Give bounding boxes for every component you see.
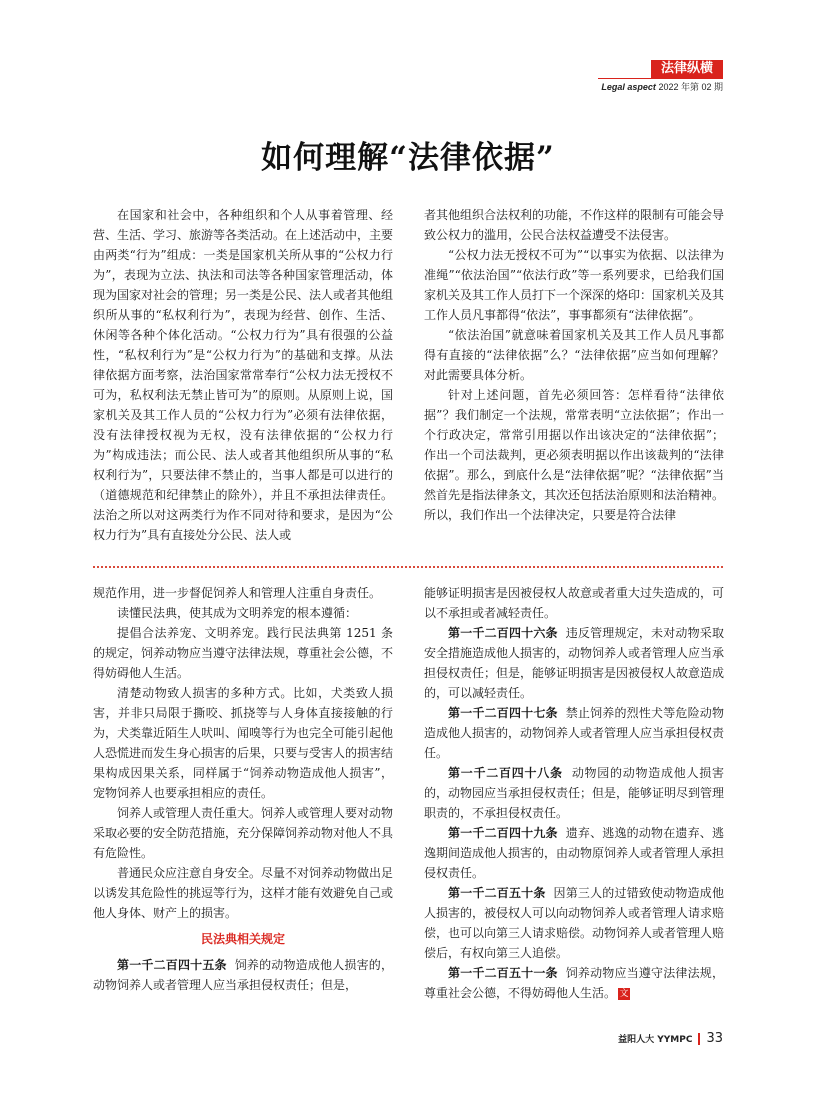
article-text: 禁止饲养的烈性犬等危险动物造成他人损害的，动物饲养人或者管理人应当承担侵权责任。	[424, 706, 725, 760]
lower-left-column	[93, 583, 393, 995]
paragraph: 在国家和社会中，各种组织和个人从事着管理、经营、生活、学习、旅游等各类活动。在上述活动中，主要由两类“行为”组成：一类是国家机关所从事的“公权力行为”，表现为立法、执法和司法等各种国家管理活动，体现为国家对社会的管理；另一类是公民、法人或者其他组织所从事的“私权利行为”，表现为经营、创作、生活、休闲等各种个体化活动。“公权力行为”具有很强的公益性，“私权利行为”是“公权力行为”的基础和支撑。从法律依据方面考察，法治国家常常奉行“公权力法无授权不可为，私权利法无禁止皆可为”的原则。从原则上说，国家机关及其工作人员的“公权力行为”必须有法律依据，没有法律授权视为无权，没有法律依据的“公权力行为”构成违法；而公民、法人或者其他组织所从事的“私权利行为”，只要法律不禁止的，当事人都是可以进行的（道德规范和纪律禁止的除外），并且不承担法律责任。法治之所以对这两类行为作不同对待和要求，是因为“公权力行为”具有直接处分公民、法人或	[93, 208, 394, 542]
page-number: 33	[706, 1031, 723, 1046]
article-title: 如何理解“法律依据”	[261, 140, 555, 176]
paragraph: 读懂民法典，使其成为文明养宠的根本遵循：	[117, 606, 358, 620]
article-label: 第一千二百四十九条	[448, 826, 558, 840]
upper-right-column	[424, 205, 724, 525]
article-paragraph	[424, 703, 724, 763]
paragraph: 规范作用，进一步督促饲养人和管理人注重自身责任。	[93, 586, 382, 600]
section-heading: 民法典相关规定	[200, 932, 285, 946]
issue-number: 2022 年第 02 期	[658, 82, 723, 92]
article-paragraph	[93, 955, 393, 995]
article-label: 第一千二百四十八条	[448, 766, 563, 780]
article-text: 饲养的动物造成他人损害的，动物饲养人或者管理人应当承担侵权责任；但是，	[93, 958, 393, 992]
page-footer	[560, 1031, 723, 1046]
article-paragraph	[424, 623, 724, 703]
lower-right-column	[424, 583, 724, 1003]
paragraph: 者其他组织合法权利的功能，不作这样的限制有可能会导致公权力的滥用，公民合法权益遭受不法侵害。	[424, 208, 725, 242]
paragraph: 能够证明损害是因被侵权人故意或者重大过失造成的，可以不承担或者减轻责任。	[424, 586, 725, 620]
article-paragraph	[424, 963, 724, 1003]
article-label: 第一千二百四十六条	[448, 626, 558, 640]
article-text: 遗弃、逃逸的动物在遗弃、逃逸期间造成他人损害的，由动物原饲养人或者管理人承担侵权责任。	[424, 826, 725, 880]
publication-name: 益阳人大 YYMPC	[618, 1035, 693, 1045]
article-text: 因第三人的过错致使动物造成他人损害的，被侵权人可以向动物饲养人或者管理人请求赔偿，也可以向第三人请求赔偿。动物饲养人或者管理人赔偿后，有权向第三人追偿。	[424, 886, 725, 960]
article-paragraph	[424, 883, 724, 963]
article-paragraph	[424, 763, 724, 823]
footer-bar	[698, 1033, 700, 1045]
article-text: 违反管理规定，未对动物采取安全措施造成他人损害的，动物饲养人或者管理人应当承担侵权责任；但是，能够证明损害是因被侵权人故意造成的，可以减轻责任。	[424, 626, 725, 700]
upper-left-column	[93, 205, 393, 545]
article-text: 饲养动物应当遵守法律法规，尊重社会公德，不得妨碍他人生活。	[424, 966, 724, 1000]
paragraph: 针对上述问题，首先必须回答：怎样看待“法律依据”？我们制定一个法规，常常表明“立法依据”；作出一个行政决定，常常引用据以作出该决定的“法律依据”；作出一个司法裁判，更必须表明据以作出该裁判的“法律依据”。那么，到底什么是“法律依据”呢？“法律依据”当然首先是指法律条文，其次还包括法治原则和法治精神。所以，我们作出一个法律决定，只要是符合法律	[424, 388, 725, 522]
paragraph: “公权力法无授权不可为”“以事实为依据、以法律为准绳”“依法治国”“依法行政”等一系列要求，已给我们国家机关及其工作人员打下一个深深的烙印：国家机关及其工作人员凡事都得“依法”，事事都须有“法律依据”。	[424, 248, 725, 322]
english-section: Legal aspect	[601, 82, 656, 92]
end-mark-icon: 文	[619, 988, 629, 999]
paragraph: 普通民众应注意自身安全。尽量不对饲养动物做出足以诱发其危险性的挑逗等行为，这样才能有效避免自己或他人身体、财产上的损害。	[93, 866, 394, 920]
article-label: 第一千二百五十条	[448, 886, 546, 900]
section-divider	[93, 566, 723, 568]
section-badge: 法律纵横	[651, 60, 723, 78]
article-label: 第一千二百四十七条	[448, 706, 558, 720]
paragraph: 清楚动物致人损害的多种方式。比如，犬类致人损害，并非只局限于撕咬、抓挠等与人身体直接接触的行为，犬类靠近陌生人吠叫、闻嗅等行为也完全可能引起他人恐慌进而发生身心损害的后果，只要与受害人的损害结果构成因果关系，同样属于“饲养动物造成他人损害”，宠物饲养人也要承担相应的责任。	[93, 686, 394, 800]
issue-line	[560, 80, 723, 93]
header-rule	[598, 78, 723, 79]
paragraph: 饲养人或管理人责任重大。饲养人或管理人要对动物采取必要的安全防范措施，充分保障饲养动物对他人不具有危险性。	[93, 806, 394, 860]
article-label: 第一千二百四十五条	[117, 958, 227, 972]
article-text: 动物园的动物造成他人损害的，动物园应当承担侵权责任；但是，能够证明尽到管理职责的，不承担侵权责任。	[424, 766, 725, 820]
paragraph: “依法治国”就意味着国家机关及其工作人员凡事都得有直接的“法律依据”么？“法律依据”应当如何理解？对此需要具体分析。	[424, 328, 724, 382]
article-paragraph	[424, 823, 724, 883]
article-label: 第一千二百五十一条	[448, 966, 558, 980]
paragraph: 提倡合法养宠、文明养宠。践行民法典第 1251 条的规定，饲养动物应当遵守法律法规，尊重社会公德，不得妨碍他人生活。	[93, 626, 394, 680]
